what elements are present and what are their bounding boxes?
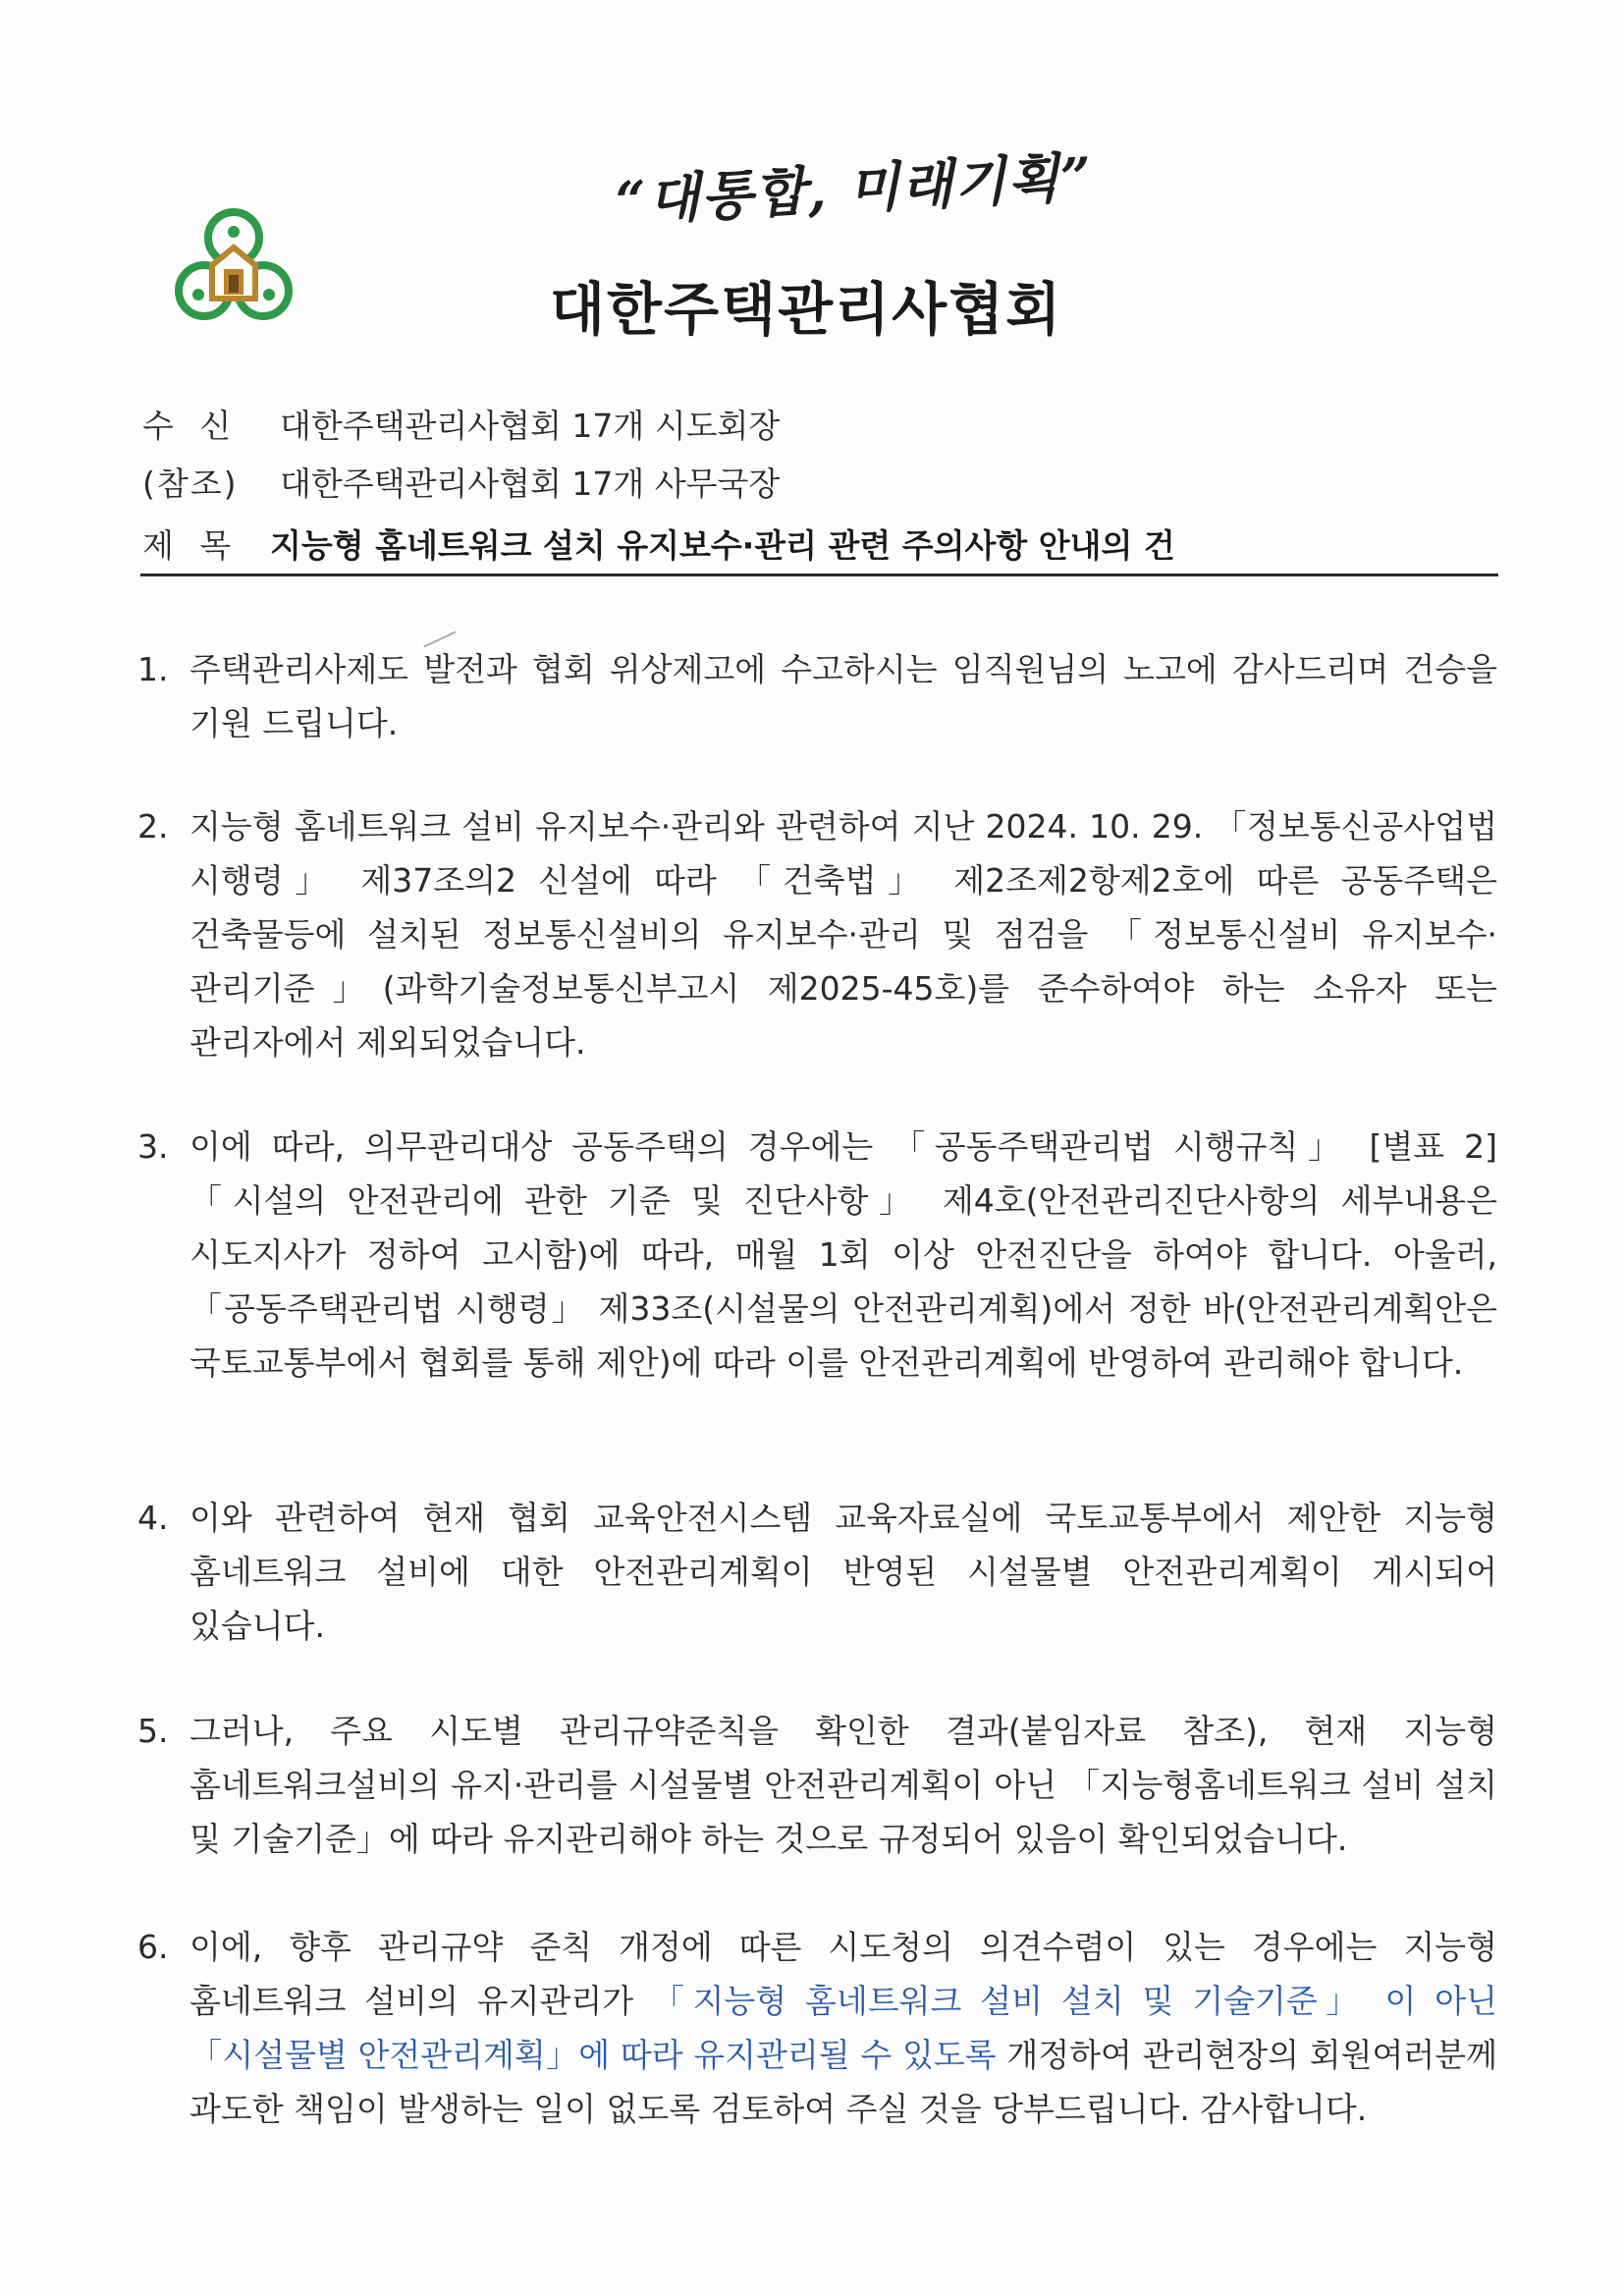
association-logo [173,208,295,330]
paragraph-text-part-b: 개정하여 관리현장의 회원여러분께 과도한 책임이 발생하는 일이 없도록 검토하여 주실 것을 당부드립니다. 감사합니다. [189,2036,1498,2128]
subject-label: 제 목 [142,526,240,565]
paragraph-2 [137,799,1497,1069]
paragraph-number: 6. [137,1928,169,1966]
highlighted-text: 「지능형 홈네트워크 설비 설치 및 기술기준」 이 아닌 「시설물별 안전관리계획」에 따라 유지관리될 수 있도록 [189,1982,1497,2074]
paragraph-text: 그러나, 주요 시도별 관리규약준칙을 확인한 결과(붙임자료 참조), 현재 지능형 홈네트워크설비의 유지·관리를 시설물별 안전관리계획이 아닌 「지능형홈네트워크 설비 설치 및 기술기준」에 따라 유지관리해야 하는 것으로 규정되어 있음이 확인되었습니다. [189,1712,1497,1858]
recipient-row [142,401,780,447]
reference-label: (참조) [142,465,239,503]
organization-name: 대한주택관리사협회 [550,276,1063,343]
subject-value: 지능형 홈네트워크 설치 유지보수·관리 관련 주의사항 안내의 건 [270,526,1175,565]
paragraph-number: 5. [137,1712,169,1750]
paragraph-text: 이와 관련하여 현재 협회 교육안전시스템 교육자료실에 국토교통부에서 제안한 지능형 홈네트워크 설비에 대한 안전관리계획이 반영된 시설물별 안전관리계획이 게시되어 있습니다. [189,1499,1497,1645]
slogan: “대통합, 미래기획” [614,144,1095,233]
paragraph-3 [137,1120,1497,1390]
paragraph-6 [137,1920,1497,2136]
paragraph-text-part-a: 이에, 향후 관리규약 준칙 개정에 따른 시도청의 의견수렴이 있는 경우에는 지능형 홈네트워크 설비의 유지관리가 [189,1928,1497,2020]
recipient-label: 수 신 [142,407,240,445]
paragraph-1 [137,642,1497,750]
paragraph-text: 이에 따라, 의무관리대상 공동주택의 경우에는 「공동주택관리법 시행규칙」 [별표 2] 「시설의 안전관리에 관한 기준 및 진단사항」 제4호(안전관리진단사항의 세부내용은 시도지사가 정하여 고시함)에 따라, 매월 1회 이상 안전진단을 하여야 합니다. 아울러, 「공동주택관리법 시행령」 제33조(시설물의 안전관리계획)에서 정한 바(안전관리계획안은 국토교통부에서 협회를 통해 제안)에 따라 이를 안전관리계획에 반영하여 관리해야 합니다. [189,1127,1497,1382]
subject-row [142,520,1175,567]
paragraph-number: 3. [137,1127,169,1166]
paragraph-number: 4. [137,1499,169,1537]
reference-row [142,459,780,505]
paragraph-4 [137,1491,1497,1653]
reference-value: 대한주택관리사협회 17개 사무국장 [280,465,781,503]
paragraph-number: 1. [137,650,169,688]
paragraph-5 [137,1704,1497,1866]
paragraph-text: 지능형 홈네트워크 설비 유지보수·관리와 관련하여 지난 2024. 10. 29. 「정보통신공사업법 시행령」 제37조의2 신설에 따라 「건축법」 제2조제2항제2호에 따른 공동주택은 건축물등에 설치된 정보통신설비의 유지보수·관리 및 점검을 「정보통신설비 유지보수·관리기준」(과학기술정보통신부고시 제2025-45호)를 준수하여야 하는 소유자 또는 관리자에서 제외되었습니다. [189,807,1497,1062]
paragraph-text [189,1920,1497,2136]
paragraph-number: 2. [137,807,169,846]
paragraph-text: 주택관리사제도 발전과 협회 위상제고에 수고하시는 임직원님의 노고에 감사드리며 건승을 기원 드립니다. [189,650,1497,742]
header-divider [140,574,1498,576]
recipient-value: 대한주택관리사협회 17개 시도회장 [280,407,781,445]
